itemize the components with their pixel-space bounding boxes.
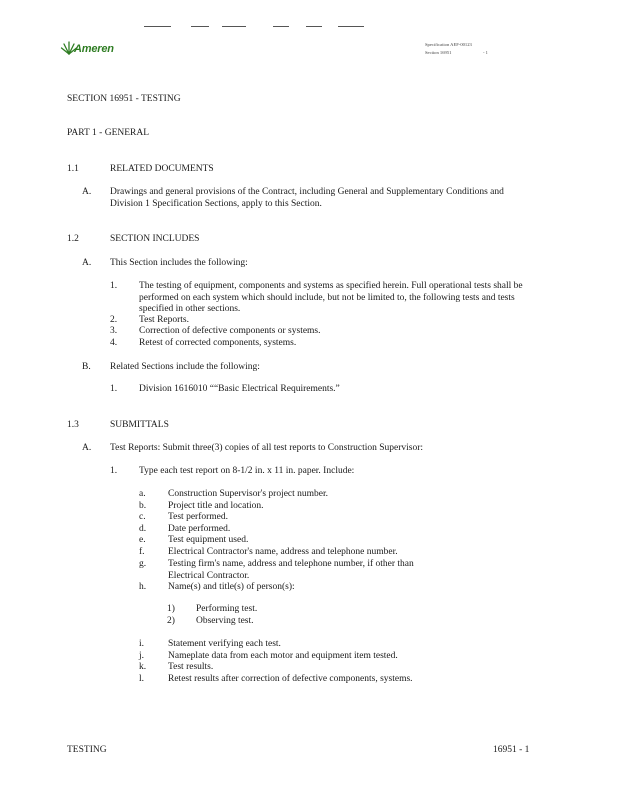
list-number: 2. (110, 315, 118, 325)
list-item: Type each test report on 8-1/2 in. x 11 in. paper. Include: (139, 466, 355, 476)
letter-item: Retest results after correction of defective components, systems. (168, 674, 413, 684)
letter-item: Test equipment used. (168, 535, 249, 545)
spec-line-1: Specification AEF-00123 (425, 42, 472, 47)
section-1-2-number: 1.2 (67, 234, 79, 244)
letter-item: Date performed. (168, 524, 231, 534)
letter-label: k. (139, 662, 147, 672)
paragraph: Test Reports: Submit three(3) copies of all test reports to Construction Supervisor: (110, 443, 424, 453)
paragraph: This Section includes the following: (110, 258, 248, 268)
list-item: The testing of equipment, components and systems as specified herein. Full operational tests shall be performed on each system which should include, but not be limited to, the following tests and tests specified in other sections. (139, 281, 523, 314)
part-title: PART 1 - GENERAL (67, 128, 150, 138)
section-1-3-number: 1.3 (67, 420, 79, 430)
letter-item: Electrical Contractor's name, address and telephone number. (168, 547, 398, 557)
section-1-2-heading: SECTION INCLUDES (110, 234, 200, 244)
logo-text: Ameren (74, 43, 114, 55)
letter-item: Name(s) and title(s) of person(s): (168, 582, 295, 592)
footer-left: TESTING (67, 745, 107, 755)
list-item: Correction of defective components or systems. (139, 326, 321, 336)
list-number: 3. (110, 326, 118, 336)
footer-page-number: 16951 - 1 (493, 745, 530, 755)
paragraph: Related Sections include the following: (110, 362, 260, 372)
person-item: Performing test. (196, 604, 258, 614)
item-label: A. (82, 187, 92, 197)
letter-item: Testing firm's name, address and telephone number, if other than Electrical Contractor. (168, 559, 414, 581)
section-title: SECTION 16951 - TESTING (67, 94, 181, 104)
letter-item: Test performed. (168, 512, 229, 522)
header-rule-6 (338, 26, 364, 27)
section-1-1-heading: RELATED DOCUMENTS (110, 164, 214, 174)
letter-label: c. (139, 512, 146, 522)
letter-label: e. (139, 535, 146, 545)
list-item: Division 1616010 ““Basic Electrical Requirements.” (139, 384, 340, 394)
letter-label: j. (139, 651, 145, 661)
person-number: 1) (167, 604, 175, 614)
spec-line-2-page: - 1 (483, 50, 488, 55)
spec-line-2: Section 16951 (425, 50, 452, 55)
letter-item: Project title and location. (168, 501, 264, 511)
letter-label: g. (139, 559, 147, 569)
letter-label: b. (139, 501, 147, 511)
letter-label: a. (139, 489, 146, 499)
letter-label: l. (139, 674, 145, 684)
letter-item: Test results. (168, 662, 214, 672)
letter-item: Statement verifying each test. (168, 639, 281, 649)
letter-item: Nameplate data from each motor and equipment item tested. (168, 651, 398, 661)
header-rule-3 (222, 26, 246, 27)
section-1-1-number: 1.1 (67, 164, 79, 174)
person-number: 2) (167, 616, 175, 626)
letter-label: i. (139, 639, 145, 649)
header-rule-1 (144, 26, 171, 27)
list-number: 1. (110, 384, 118, 394)
ameren-logo (60, 39, 130, 61)
paragraph: Drawings and general provisions of the Contract, including General and Supplementary Conditions and Division 1 Specification Sections, apply to this Section. (110, 187, 504, 209)
header-rule-2 (191, 26, 209, 27)
list-number: 1. (110, 281, 118, 291)
letter-label: f. (139, 547, 145, 557)
list-item: Retest of corrected components, systems. (139, 338, 297, 348)
item-label: A. (82, 258, 92, 268)
letter-label: d. (139, 524, 147, 534)
item-label: B. (82, 362, 91, 372)
letter-item: Construction Supervisor's project number. (168, 489, 329, 499)
person-item: Observing test. (196, 616, 254, 626)
item-label: A. (82, 443, 92, 453)
header-rule-5 (306, 26, 322, 27)
list-number: 4. (110, 338, 118, 348)
letter-label: h. (139, 582, 147, 592)
header-rule-4 (273, 26, 289, 27)
list-number: 1. (110, 466, 118, 476)
section-1-3-heading: SUBMITTALS (110, 420, 169, 430)
list-item: Test Reports. (139, 315, 189, 325)
